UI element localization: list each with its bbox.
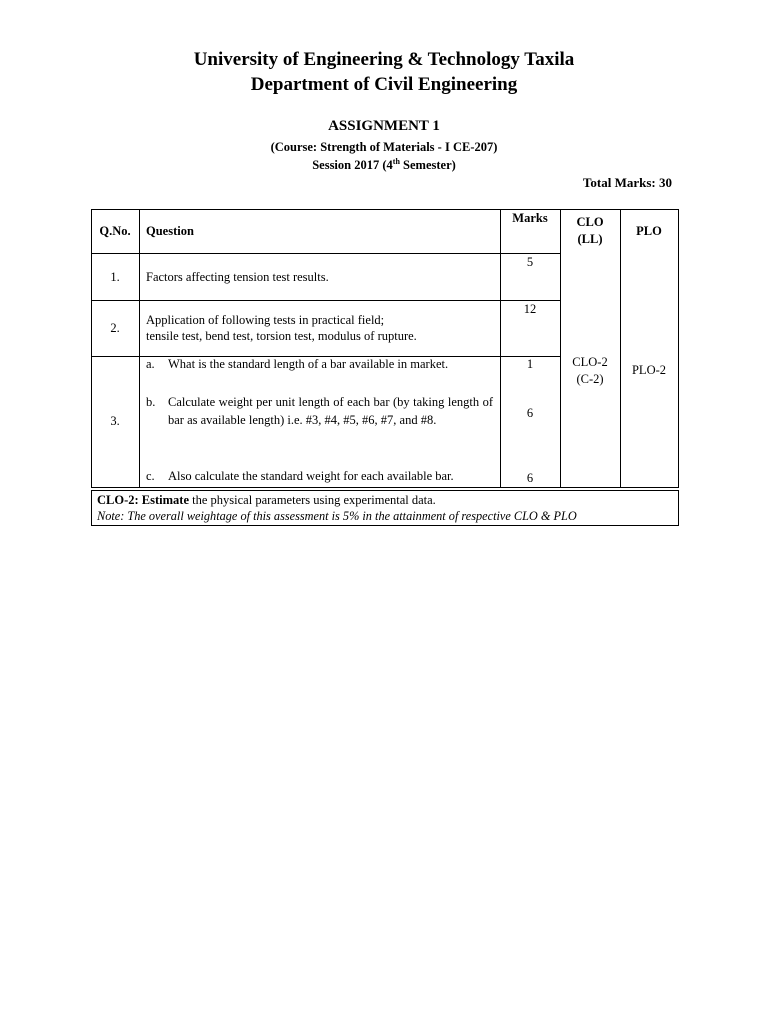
row3b-marks: 6 [526,406,534,420]
row3a-text: What is the standard length of a bar available in market. [168,357,449,371]
row3-qno: 3. [110,414,120,428]
header-clo-ll: (LL) [577,232,603,246]
row3b-text: Calculate weight per unit length of each bar (by taking length of bar as available length) i.e. #3, #4, #5, #6, #7, and #8. [168,395,493,427]
header-question: Question [146,224,194,238]
header-clo: CLO [576,215,604,229]
row3c-marks: 6 [526,471,534,485]
row2-question-line2: tensile test, bend test, torsion test, modulus of rupture. [146,329,417,343]
header-marks: Marks [512,211,548,225]
course-info: (Course: Strength of Materials - I CE-207) [270,140,498,154]
assignment-title: ASSIGNMENT 1 [328,118,440,134]
row2-question-line1: Application of following tests in practical field; [146,313,385,327]
session-info: Session 2017 (4th Semester) [312,157,456,173]
row3c-label: c. [146,469,155,483]
row2-marks: 12 [523,302,537,316]
university-title: University of Engineering & Technology Taxila [193,49,575,70]
clo-value: CLO-2 [572,355,608,369]
row3a-marks: 1 [526,357,534,371]
total-marks: Total Marks: 30 [582,175,672,190]
clo-level: (C-2) [576,372,604,386]
header-qno: Q.No. [99,224,131,238]
weightage-note: Note: The overall weightage of this assessment is 5% in the attainment of respective CLO & PLO [97,509,577,523]
department-title: Department of Civil Engineering [250,74,518,95]
plo-value: PLO-2 [631,363,667,377]
header-plo: PLO [636,224,662,238]
row3c-text: Also calculate the standard weight for each available bar. [168,469,454,483]
row1-question: Factors affecting tension test results. [146,270,329,284]
row2-qno: 2. [110,321,120,335]
row1-marks: 5 [526,255,534,269]
row3a-label: a. [146,357,155,371]
row1-qno: 1. [110,270,120,284]
row3b-label: b. [146,395,156,409]
clo-statement: CLO-2: Estimate the physical parameters using experimental data. [97,493,436,507]
